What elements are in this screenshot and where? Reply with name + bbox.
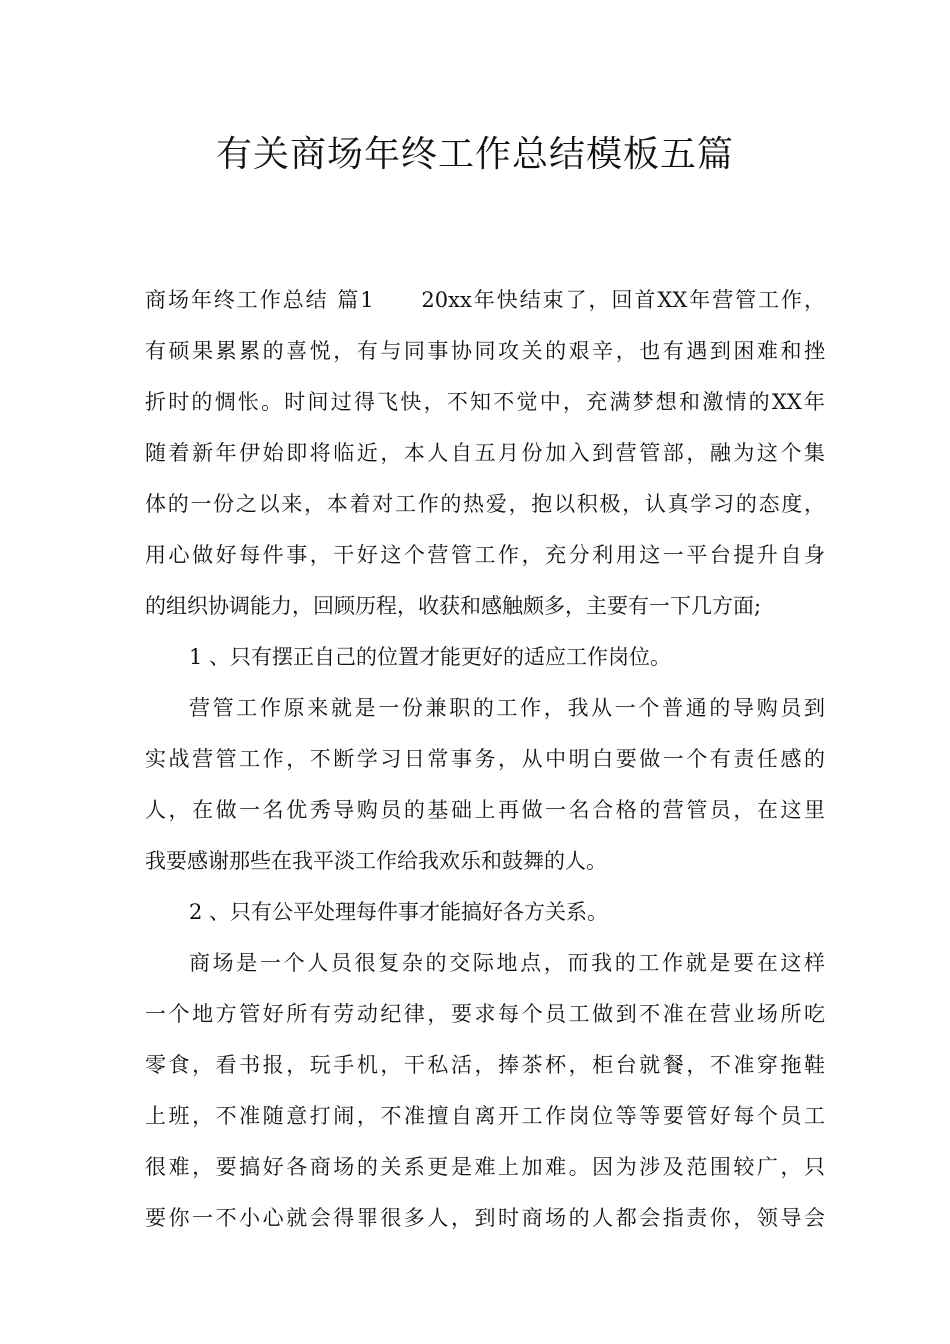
section-heading-1: 1 、只有摆正自己的位置才能更好的适应工作岗位。: [189, 645, 672, 669]
paragraph-line: 实战营管工作，不断学习日常事务，从中明白要做一个有责任感的: [145, 747, 825, 771]
paragraph-line: 用心做好每件事，干好这个营管工作，充分利用这一平台提升自身: [145, 543, 825, 567]
paragraph-line: 我要感谢那些在我平淡工作给我欢乐和鼓舞的人。: [145, 849, 607, 873]
paragraph-line: 很难，要搞好各商场的关系更是难上加难。因为涉及范围较广，只: [145, 1155, 825, 1179]
paragraph-line: 有硕果累累的喜悦，有与同事协同攻关的艰辛，也有遇到困难和挫: [145, 339, 825, 363]
paragraph-line: 营管工作原来就是一份兼职的工作，我从一个普通的导购员到: [189, 696, 825, 720]
document-body: [145, 283, 825, 1252]
paragraph-line: 商场是一个人员很复杂的交际地点，而我的工作就是要在这样: [189, 951, 825, 975]
paragraph-line: 商场年终工作总结 篇1 20xx年快结束了，回首XX年营管工作，: [145, 288, 825, 312]
section-heading-2: 2 、只有公平处理每件事才能搞好各方关系。: [189, 900, 609, 924]
document-title: 有关商场年终工作总结模板五篇: [215, 134, 734, 175]
paragraph-line: 上班，不准随意打闹，不准擅自离开工作岗位等等要管好每个员工: [145, 1104, 825, 1128]
paragraph-line: 的组织协调能力，回顾历程，收获和感触颇多，主要有一下几方面;: [145, 594, 762, 618]
paragraph-line: 人，在做一名优秀导购员的基础上再做一名合格的营管员，在这里: [145, 798, 825, 822]
paragraph-line: 体的一份之以来，本着对工作的热爱，抱以积极，认真学习的态度，: [145, 492, 825, 516]
paragraph-line: 折时的惆怅。时间过得飞快，不知不觉中，充满梦想和激情的XX年: [145, 390, 825, 414]
paragraph-line: 随着新年伊始即将临近，本人自五月份加入到营管部，融为这个集: [145, 441, 825, 465]
paragraph-line: 要你一不小心就会得罪很多人，到时商场的人都会指责你，领导会: [145, 1206, 825, 1230]
paragraph-line: 零食，看书报，玩手机，干私活，捧茶杯，柜台就餐，不准穿拖鞋: [145, 1053, 825, 1077]
paragraph-line: 一个地方管好所有劳动纪律，要求每个员工做到不准在营业场所吃: [145, 1002, 825, 1026]
